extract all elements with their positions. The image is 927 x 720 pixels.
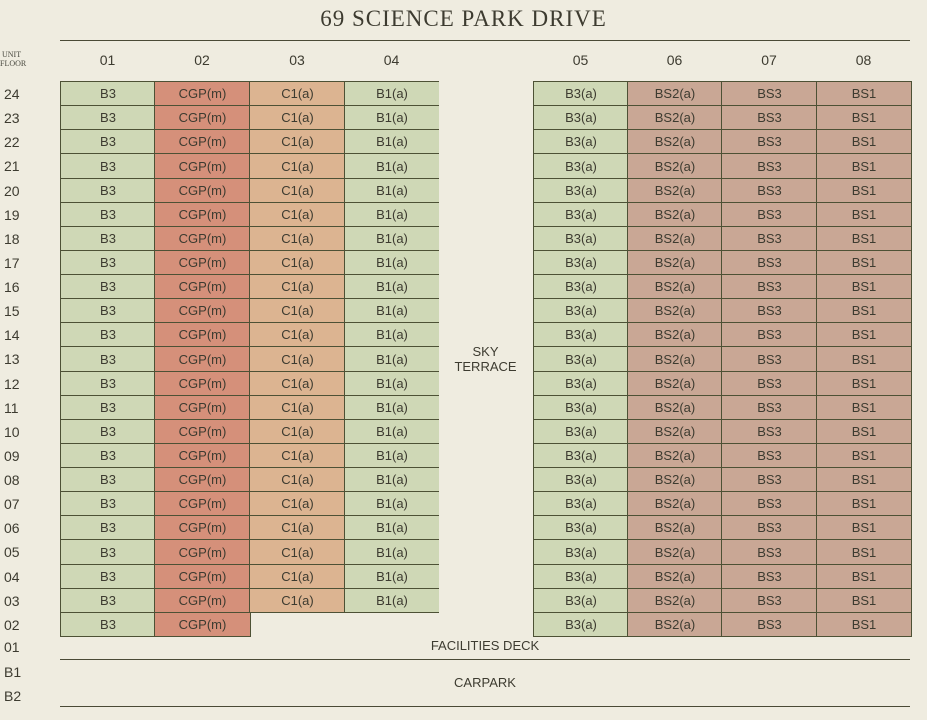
unit-23-06: BS2(a) [627, 105, 723, 130]
floor-label-04: 04 [4, 568, 20, 585]
unit-17-05: B3(a) [533, 250, 629, 275]
unit-23-02: CGP(m) [154, 105, 251, 130]
unit-03-03: C1(a) [249, 588, 346, 613]
floor-label-19: 19 [4, 206, 20, 223]
floor-label-15: 15 [4, 303, 20, 320]
unit-18-04: B1(a) [344, 226, 440, 251]
unit-10-02: CGP(m) [154, 419, 251, 444]
floor-label-13: 13 [4, 351, 20, 368]
unit-21-01: B3 [60, 153, 156, 179]
carpark-bottom-line [60, 706, 910, 707]
floor-label-14: 14 [4, 327, 20, 344]
floor-label-24: 24 [4, 86, 20, 102]
unit-02-01: B3 [60, 612, 156, 637]
unit-17-06: BS2(a) [627, 250, 723, 275]
unit-22-08: BS1 [816, 129, 912, 154]
unit-06-07: BS3 [721, 515, 818, 540]
floor-label-16: 16 [4, 279, 20, 296]
unit-22-03: C1(a) [249, 129, 346, 154]
unit-18-06: BS2(a) [627, 226, 723, 251]
unit-12-08: BS1 [816, 371, 912, 396]
facilities-deck-label: FACILITIES DECK [430, 638, 540, 653]
unit-11-08: BS1 [816, 395, 912, 420]
floor-label-B2: B2 [4, 688, 22, 704]
unit-16-08: BS1 [816, 274, 912, 299]
unit-16-01: B3 [60, 274, 156, 299]
unit-14-04: B1(a) [344, 322, 440, 347]
unit-14-08: BS1 [816, 322, 912, 347]
floor-label-20: 20 [4, 182, 20, 199]
unit-09-04: B1(a) [344, 443, 440, 468]
floor-label-18: 18 [4, 230, 20, 247]
unit-07-05: B3(a) [533, 491, 629, 516]
unit-04-08: BS1 [816, 564, 912, 589]
floor-label-06: 06 [4, 520, 20, 537]
unit-11-02: CGP(m) [154, 395, 251, 420]
unit-22-05: B3(a) [533, 129, 629, 154]
column-header-05: 05 [572, 52, 589, 68]
unit-19-03: C1(a) [249, 202, 346, 227]
unit-05-03: C1(a) [249, 539, 346, 565]
unit-15-04: B1(a) [344, 298, 440, 323]
unit-23-07: BS3 [721, 105, 818, 130]
unit-05-01: B3 [60, 539, 156, 565]
unit-06-03: C1(a) [249, 515, 346, 540]
unit-07-08: BS1 [816, 491, 912, 516]
unit-04-01: B3 [60, 564, 156, 589]
unit-08-06: BS2(a) [627, 467, 723, 492]
unit-20-07: BS3 [721, 178, 818, 203]
unit-13-03: C1(a) [249, 346, 346, 372]
unit-13-02: CGP(m) [154, 346, 251, 372]
unit-17-03: C1(a) [249, 250, 346, 275]
unit-24-03: C1(a) [249, 81, 346, 106]
unit-08-01: B3 [60, 467, 156, 492]
unit-03-06: BS2(a) [627, 588, 723, 613]
unit-24-05: B3(a) [533, 81, 629, 106]
floor-label-B1: B1 [4, 664, 22, 680]
column-header-01: 01 [99, 52, 116, 68]
unit-06-06: BS2(a) [627, 515, 723, 540]
unit-10-01: B3 [60, 419, 156, 444]
unit-02-08: BS1 [816, 612, 912, 637]
unit-13-01: B3 [60, 346, 156, 372]
unit-12-05: B3(a) [533, 371, 629, 396]
unit-18-07: BS3 [721, 226, 818, 251]
unit-23-04: B1(a) [344, 105, 440, 130]
unit-21-06: BS2(a) [627, 153, 723, 179]
unit-16-06: BS2(a) [627, 274, 723, 299]
unit-08-05: B3(a) [533, 467, 629, 492]
unit-18-01: B3 [60, 226, 156, 251]
unit-14-05: B3(a) [533, 322, 629, 347]
unit-09-02: CGP(m) [154, 443, 251, 468]
unit-11-01: B3 [60, 395, 156, 420]
unit-17-01: B3 [60, 250, 156, 275]
unit-15-03: C1(a) [249, 298, 346, 323]
unit-16-03: C1(a) [249, 274, 346, 299]
unit-09-07: BS3 [721, 443, 818, 468]
unit-14-07: BS3 [721, 322, 818, 347]
sky-terrace-line2: TERRACE [454, 358, 517, 374]
unit-11-05: B3(a) [533, 395, 629, 420]
unit-23-01: B3 [60, 105, 156, 130]
unit-21-02: CGP(m) [154, 153, 251, 179]
floor-label-17: 17 [4, 254, 20, 271]
unit-19-08: BS1 [816, 202, 912, 227]
unit-18-08: BS1 [816, 226, 912, 251]
floor-label-01: 01 [4, 639, 20, 655]
unit-13-06: BS2(a) [627, 346, 723, 372]
unit-20-06: BS2(a) [627, 178, 723, 203]
unit-16-07: BS3 [721, 274, 818, 299]
unit-02-05: B3(a) [533, 612, 629, 637]
unit-07-02: CGP(m) [154, 491, 251, 516]
unit-24-06: BS2(a) [627, 81, 723, 106]
unit-20-04: B1(a) [344, 178, 440, 203]
unit-14-02: CGP(m) [154, 322, 251, 347]
unit-15-02: CGP(m) [154, 298, 251, 323]
unit-22-01: B3 [60, 129, 156, 154]
carpark-label: CARPARK [454, 675, 516, 690]
floor-label-07: 07 [4, 496, 20, 513]
unit-12-01: B3 [60, 371, 156, 396]
unit-07-07: BS3 [721, 491, 818, 516]
unit-04-07: BS3 [721, 564, 818, 589]
unit-23-08: BS1 [816, 105, 912, 130]
unit-20-03: C1(a) [249, 178, 346, 203]
unit-axis-label: UNIT [2, 50, 22, 59]
unit-15-07: BS3 [721, 298, 818, 323]
floor-axis-label: FLOOR [0, 59, 27, 68]
unit-03-08: BS1 [816, 588, 912, 613]
floor-label-11: 11 [4, 399, 19, 416]
unit-08-03: C1(a) [249, 467, 346, 492]
unit-11-03: C1(a) [249, 395, 346, 420]
column-header-08: 08 [855, 52, 872, 68]
sky-terrace-line1: SKY [472, 343, 499, 359]
unit-12-04: B1(a) [344, 371, 440, 396]
unit-22-06: BS2(a) [627, 129, 723, 154]
unit-05-06: BS2(a) [627, 539, 723, 565]
unit-03-07: BS3 [721, 588, 818, 613]
unit-10-04: B1(a) [344, 419, 440, 444]
unit-05-07: BS3 [721, 539, 818, 565]
unit-08-07: BS3 [721, 467, 818, 492]
unit-16-02: CGP(m) [154, 274, 251, 299]
floor-label-08: 08 [4, 472, 20, 489]
unit-08-08: BS1 [816, 467, 912, 492]
floor-label-22: 22 [4, 134, 20, 151]
unit-07-04: B1(a) [344, 491, 440, 516]
floor-label-03: 03 [4, 592, 20, 609]
unit-18-02: CGP(m) [154, 226, 251, 251]
unit-21-04: B1(a) [344, 153, 440, 179]
unit-07-01: B3 [60, 491, 156, 516]
unit-20-02: CGP(m) [154, 178, 251, 203]
unit-19-06: BS2(a) [627, 202, 723, 227]
unit-18-05: B3(a) [533, 226, 629, 251]
unit-10-05: B3(a) [533, 419, 629, 444]
unit-02-07: BS3 [721, 612, 818, 637]
column-header-07: 07 [761, 52, 777, 68]
unit-17-04: B1(a) [344, 250, 440, 275]
unit-03-02: CGP(m) [154, 588, 251, 613]
unit-15-08: BS1 [816, 298, 912, 323]
unit-16-04: B1(a) [344, 274, 440, 299]
unit-04-05: B3(a) [533, 564, 629, 589]
unit-06-02: CGP(m) [154, 515, 251, 540]
unit-09-06: BS2(a) [627, 443, 723, 468]
unit-06-01: B3 [60, 515, 156, 540]
unit-03-04: B1(a) [344, 588, 440, 613]
unit-13-08: BS1 [816, 346, 912, 372]
unit-10-07: BS3 [721, 419, 818, 444]
floor-label-02: 02 [4, 616, 20, 633]
floor-label-23: 23 [4, 110, 20, 127]
unit-17-08: BS1 [816, 250, 912, 275]
unit-12-06: BS2(a) [627, 371, 723, 396]
unit-21-05: B3(a) [533, 153, 629, 179]
facilities-deck-bottom-line [60, 659, 910, 660]
unit-09-08: BS1 [816, 443, 912, 468]
unit-05-08: BS1 [816, 539, 912, 565]
unit-17-07: BS3 [721, 250, 818, 275]
unit-22-02: CGP(m) [154, 129, 251, 154]
unit-19-02: CGP(m) [154, 202, 251, 227]
unit-09-03: C1(a) [249, 443, 346, 468]
unit-24-08: BS1 [816, 81, 912, 106]
sky-terrace [439, 81, 532, 636]
unit-12-03: C1(a) [249, 371, 346, 396]
unit-19-05: B3(a) [533, 202, 629, 227]
unit-08-02: CGP(m) [154, 467, 251, 492]
unit-14-01: B3 [60, 322, 156, 347]
unit-19-04: B1(a) [344, 202, 440, 227]
title-divider [60, 40, 910, 41]
unit-21-03: C1(a) [249, 153, 346, 179]
unit-10-03: C1(a) [249, 419, 346, 444]
unit-20-05: B3(a) [533, 178, 629, 203]
unit-13-04: B1(a) [344, 346, 440, 372]
unit-14-06: BS2(a) [627, 322, 723, 347]
unit-05-04: B1(a) [344, 539, 440, 565]
unit-11-04: B1(a) [344, 395, 440, 420]
page-title: 69 SCIENCE PARK DRIVE [320, 6, 607, 31]
unit-07-06: BS2(a) [627, 491, 723, 516]
unit-24-02: CGP(m) [154, 81, 251, 106]
column-header-06: 06 [666, 52, 683, 68]
unit-05-02: CGP(m) [154, 539, 251, 565]
unit-21-07: BS3 [721, 153, 818, 179]
unit-10-08: BS1 [816, 419, 912, 444]
unit-06-08: BS1 [816, 515, 912, 540]
unit-18-03: C1(a) [249, 226, 346, 251]
unit-15-01: B3 [60, 298, 156, 323]
unit-24-01: B3 [60, 81, 156, 106]
unit-04-06: BS2(a) [627, 564, 723, 589]
unit-16-05: B3(a) [533, 274, 629, 299]
unit-12-02: CGP(m) [154, 371, 251, 396]
unit-06-04: B1(a) [344, 515, 440, 540]
column-header-04: 04 [383, 52, 400, 68]
unit-02-02: CGP(m) [154, 612, 251, 637]
unit-12-07: BS3 [721, 371, 818, 396]
floor-label-21: 21 [4, 158, 20, 175]
unit-03-05: B3(a) [533, 588, 629, 613]
unit-21-08: BS1 [816, 153, 912, 179]
unit-19-01: B3 [60, 202, 156, 227]
unit-11-06: BS2(a) [627, 395, 723, 420]
unit-24-04: B1(a) [344, 81, 440, 106]
floor-label-05: 05 [4, 544, 20, 561]
unit-11-07: BS3 [721, 395, 818, 420]
column-header-02: 02 [194, 52, 210, 68]
unit-22-07: BS3 [721, 129, 818, 154]
unit-07-03: C1(a) [249, 491, 346, 516]
unit-04-03: C1(a) [249, 564, 346, 589]
unit-23-05: B3(a) [533, 105, 629, 130]
unit-10-06: BS2(a) [627, 419, 723, 444]
unit-15-06: BS2(a) [627, 298, 723, 323]
unit-09-05: B3(a) [533, 443, 629, 468]
unit-05-05: B3(a) [533, 539, 629, 565]
unit-04-02: CGP(m) [154, 564, 251, 589]
unit-floor-label [0, 50, 26, 68]
unit-17-02: CGP(m) [154, 250, 251, 275]
unit-09-01: B3 [60, 443, 156, 468]
unit-03-01: B3 [60, 588, 156, 613]
unit-24-07: BS3 [721, 81, 818, 106]
unit-15-05: B3(a) [533, 298, 629, 323]
floor-label-10: 10 [4, 423, 20, 440]
unit-14-03: C1(a) [249, 322, 346, 347]
floor-label-12: 12 [4, 375, 20, 392]
unit-13-07: BS3 [721, 346, 818, 372]
unit-23-03: C1(a) [249, 105, 346, 130]
unit-20-01: B3 [60, 178, 156, 203]
unit-04-04: B1(a) [344, 564, 440, 589]
unit-08-04: B1(a) [344, 467, 440, 492]
unit-20-08: BS1 [816, 178, 912, 203]
unit-22-04: B1(a) [344, 129, 440, 154]
unit-19-07: BS3 [721, 202, 818, 227]
unit-13-05: B3(a) [533, 346, 629, 372]
unit-02-06: BS2(a) [627, 612, 723, 637]
unit-06-05: B3(a) [533, 515, 629, 540]
floor-label-09: 09 [4, 447, 20, 464]
column-header-03: 03 [289, 52, 305, 68]
